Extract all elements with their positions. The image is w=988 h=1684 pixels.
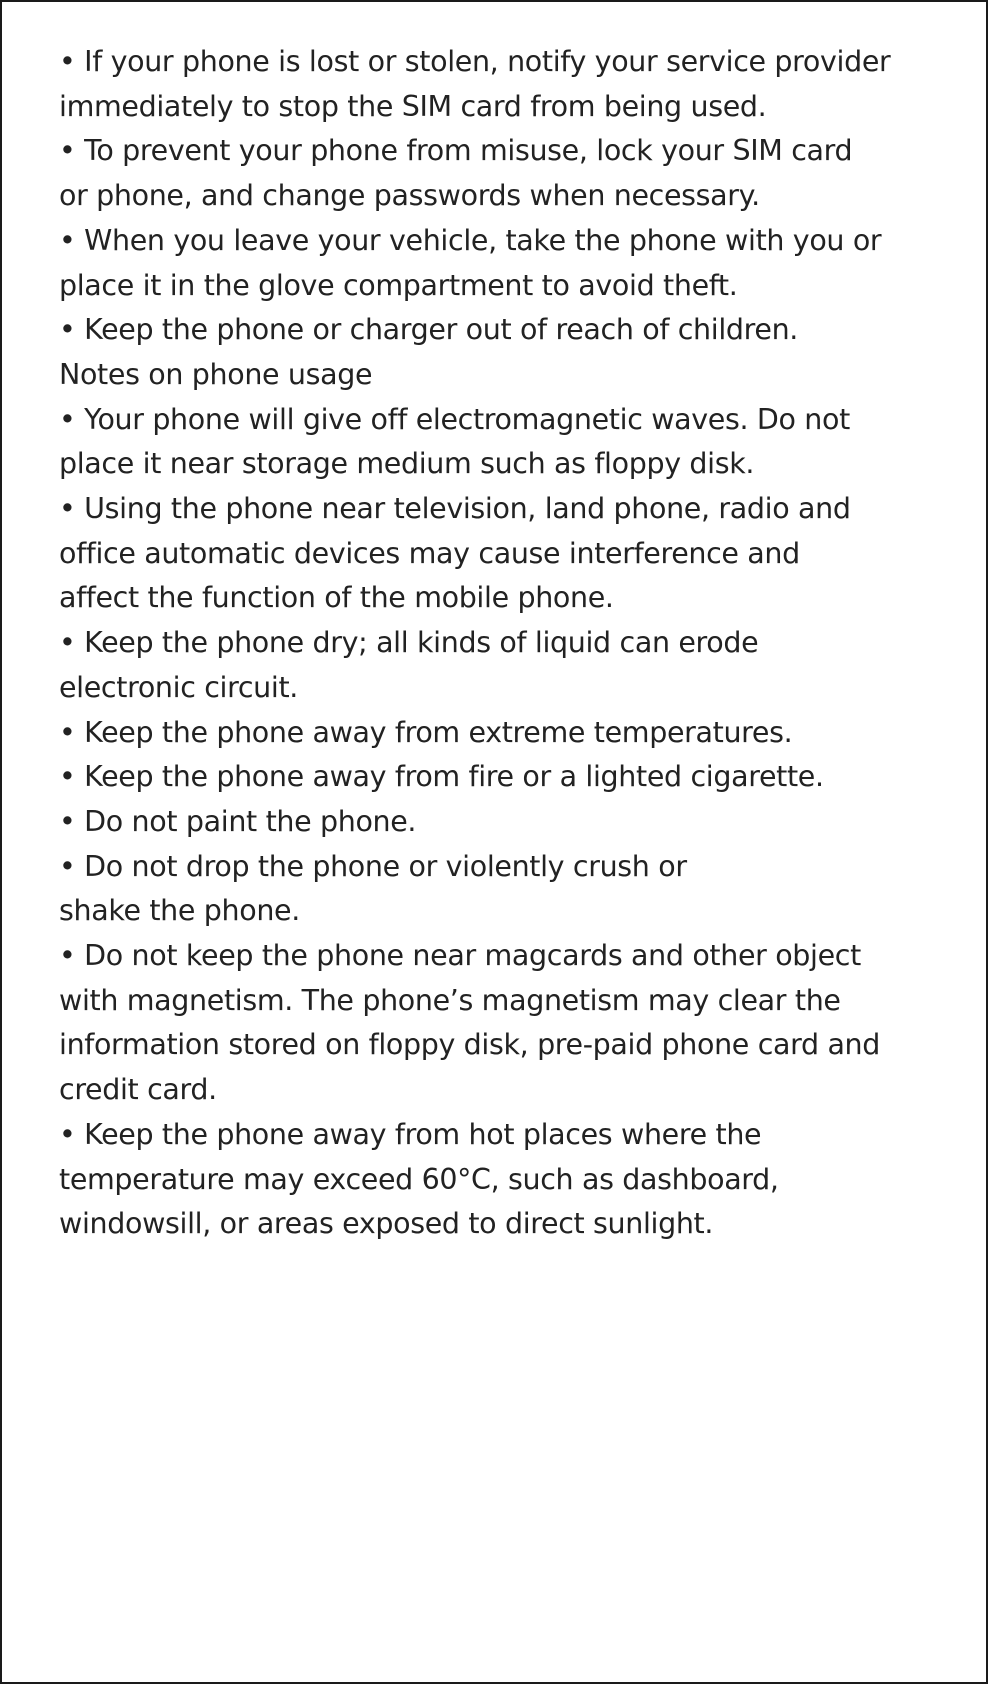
text-line: credit card. xyxy=(59,1073,217,1107)
text-line: • Keep the phone away from hot places where the xyxy=(59,1117,762,1151)
text-line: • Using the phone near television, land phone, radio and xyxy=(59,492,851,526)
text-line: • Do not paint the phone. xyxy=(59,804,417,838)
text-line: • Do not drop the phone or violently crush or xyxy=(59,849,687,883)
text-line: windowsill, or areas exposed to direct sunlight. xyxy=(59,1207,714,1241)
section-heading: Notes on phone usage xyxy=(59,357,373,391)
text-line: • If your phone is lost or stolen, notify your service provider xyxy=(59,45,891,78)
text-line: • To prevent your phone from misuse, lock your SIM card xyxy=(59,134,853,168)
text-line: electronic circuit. xyxy=(59,670,298,704)
text-line: place it near storage medium such as floppy disk. xyxy=(59,447,755,481)
text-line: • Keep the phone or charger out of reach of children. xyxy=(59,313,798,347)
safety-text-block xyxy=(59,40,984,1247)
text-line: • When you leave your vehicle, take the phone with you or xyxy=(59,223,882,257)
text-line: affect the function of the mobile phone. xyxy=(59,581,614,615)
text-line: office automatic devices may cause interference and xyxy=(59,536,800,570)
text-line: shake the phone. xyxy=(59,894,300,928)
text-line: or phone, and change passwords when necessary. xyxy=(59,179,760,213)
text-line: • Keep the phone away from extreme temperatures. xyxy=(59,715,793,749)
text-line: temperature may exceed 60°C, such as dashboard, xyxy=(59,1162,779,1196)
text-line: place it in the glove compartment to avoid theft. xyxy=(59,268,738,302)
text-line: • Your phone will give off electromagnetic waves. Do not xyxy=(59,402,850,436)
text-line: with magnetism. The phone’s magnetism may clear the xyxy=(59,983,841,1017)
text-line: • Do not keep the phone near magcards and other object xyxy=(59,939,861,973)
text-line: immediately to stop the SIM card from being used. xyxy=(59,89,767,123)
text-line: • Keep the phone dry; all kinds of liquid can erode xyxy=(59,626,759,660)
text-line: • Keep the phone away from fire or a lighted cigarette. xyxy=(59,760,824,794)
text-line: information stored on floppy disk, pre-paid phone card and xyxy=(59,1028,881,1062)
